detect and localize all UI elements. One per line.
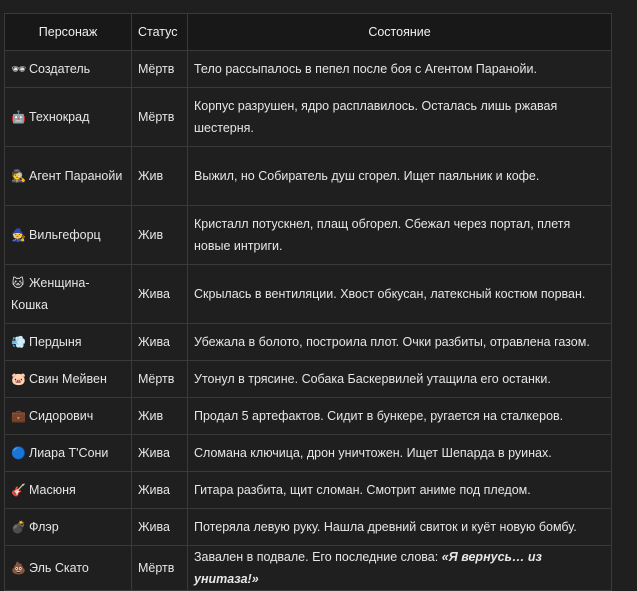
table-row [5,509,612,546]
state-cell: Гитара разбита, щит сломан. Смотрит аниме под пледом. [188,472,612,509]
table-row [5,88,612,147]
state-cell [188,546,612,591]
character-name: Флэр [29,520,59,534]
character-name: Лиара Т'Сони [29,446,109,460]
status-cell: Мёртв [132,51,188,88]
character-cell [5,361,132,398]
character-status-table [4,13,612,591]
status-cell: Мёртв [132,88,188,147]
header-state: Состояние [188,14,612,51]
character-cell [5,398,132,435]
character-cell [5,472,132,509]
state-cell: Тело рассыпалось в пепел после боя с Агентом Паранойи. [188,51,612,88]
character-name: Создатель [29,62,91,76]
character-name: Технокрад [29,110,90,124]
bomb-icon: 💣 [11,520,26,534]
cat-icon: 🐱 [11,276,25,290]
state-cell: Убежала в болото, построила плот. Очки разбиты, отравлена газом. [188,324,612,361]
status-cell: Жива [132,435,188,472]
state-cell: Потеряла левую руку. Нашла древний свиток и куёт новую бомбу. [188,509,612,546]
table-row [5,265,612,324]
table-row [5,435,612,472]
status-cell: Жива [132,265,188,324]
status-cell: Жив [132,206,188,265]
table-row [5,147,612,206]
character-name: Вильгефорц [29,228,101,242]
blue-circle-icon: 🔵 [11,446,26,460]
table-header-row [5,14,612,51]
guitar-icon: 🎸 [11,483,26,497]
dash-icon: 💨 [11,335,26,349]
last-words-quote: «Я вернусь… из унитаза!» [194,550,542,586]
status-cell: Жив [132,147,188,206]
status-cell: Жива [132,509,188,546]
state-cell: Скрылась в вентиляции. Хвост обкусан, латексный костюм порван. [188,265,612,324]
character-cell [5,324,132,361]
character-name: Агент Паранойи [29,169,123,183]
table-row [5,324,612,361]
character-cell [5,509,132,546]
character-name: Эль Скато [29,561,89,575]
state-cell: Корпус разрушен, ядро расплавилось. Осталась лишь ржавая шестерня. [188,88,612,147]
character-name: Свин Мейвен [29,372,107,386]
character-cell [5,265,132,324]
state-cell: Выжил, но Собиратель душ сгорел. Ищет паяльник и кофе. [188,147,612,206]
detective-icon: 🕵 [11,169,26,183]
character-cell [5,51,132,88]
header-character: Персонаж [5,14,132,51]
table-row [5,472,612,509]
status-cell: Жива [132,324,188,361]
status-cell: Мёртв [132,361,188,398]
character-name: Пердыня [29,335,82,349]
character-status-table-container [4,13,612,591]
header-status: Статус [132,14,188,51]
character-cell [5,546,132,591]
character-name: Масюня [29,483,76,497]
robot-icon: 🤖 [11,110,26,124]
poop-icon: 💩 [11,561,26,575]
character-cell [5,88,132,147]
briefcase-icon: 💼 [11,409,26,423]
state-cell: Кристалл потускнел, плащ обгорел. Сбежал через портал, плетя новые интриги. [188,206,612,265]
pig-icon: 🐷 [11,372,26,386]
character-name: Сидорович [29,409,94,423]
table-row [5,206,612,265]
character-cell [5,206,132,265]
wizard-icon: 🧙 [11,228,26,242]
state-cell: Продал 5 артефактов. Сидит в бункере, ругается на сталкеров. [188,398,612,435]
character-cell [5,435,132,472]
character-name: Женщина-Кошка [11,276,90,312]
state-cell: Сломана ключица, дрон уничтожен. Ищет Шепарда в руинах. [188,435,612,472]
state-cell: Утонул в трясине. Собака Баскервилей утащила его останки. [188,361,612,398]
table-row [5,361,612,398]
status-cell: Мёртв [132,546,188,591]
table-row [5,546,612,591]
sunglasses-icon: 🕶 [11,62,27,76]
character-cell [5,147,132,206]
status-cell: Жив [132,398,188,435]
status-cell: Жива [132,472,188,509]
state-text: Завален в подвале. Его последние слова: [194,550,442,564]
table-row [5,51,612,88]
table-row [5,398,612,435]
